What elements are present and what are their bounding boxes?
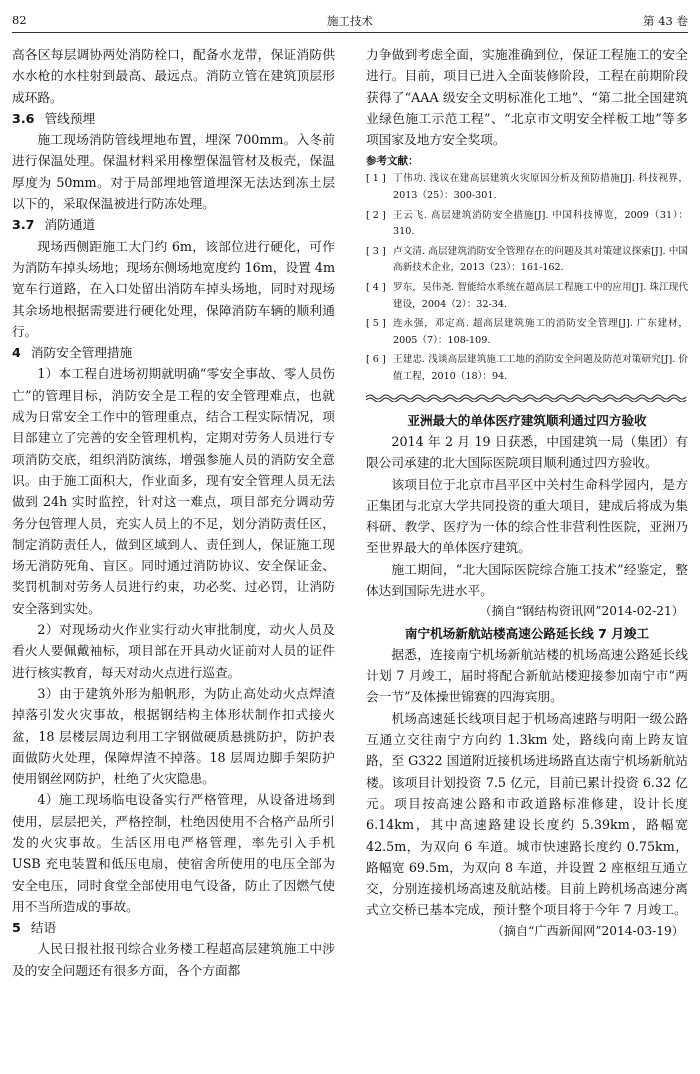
reference-item: [ 3 ] 卢文清. 高层建筑消防安全管理存在的问题及其对策建议探索[J]. 中国高新技术企业，2013（23）：161-162. [366,245,688,274]
left-column [12,44,335,981]
page-header [12,8,688,33]
page-number: 82 [12,13,27,27]
section-3-6-paragraph: 施工现场消防管线埋地布置，埋深 700mm。入冬前进行保温处理。保温材料采用橡塑保温管材及板壳，保温厚度为 50mm。对于局部埋地管道埋深无法达到冻土层以下的，采取保温被进行防冻处理。 [12,132,335,212]
news-2-title: 南宁机场新航站楼高速公路延长线 7 月竣工 [404,625,650,641]
continued-paragraph: 力争做到考虑全面，实施准确到位，保证工程施工的安全进行。目前，项目已进入全面装修阶段，工程在前期阶段获得了“AAA 级安全文明标准化工地”、“第二批全国建筑业绿色施工示范工程”、“北京市文明安全样板工地”等多项国家及地方安全奖项。 [366,47,688,148]
section-3-7-paragraph: 现场西侧距施工大门约 6m，该部位进行硬化，可作为消防车掉头场地；现场东侧场地宽度约 16m，设置 4m 宽车行道路，在入口处留出消防车掉头场地，同时对现场其余场地根据需要进行硬化处理，保障消防车辆的顺利通行。 [12,238,335,339]
volume-label: 第 43 卷 [643,14,688,28]
section-3-7-heading: 3.7 消防通道 [12,217,96,233]
journal-title: 施工技术 [327,14,373,28]
reference-item: [ 1 ] 丁伟功. 浅议在建高层建筑火灾原因分析及预防措施[J]. 科技视界，2013（25）：300-301. [366,173,688,202]
news-1-title: 亚洲最大的单体医疗建筑顺利通过四方验收 [407,412,647,428]
section-4-item-1: 1）本工程自进场初期就明确“零安全事故、零人员伤亡”的管理目标，消防安全是工程的安全管理难点，也就成为日常安全工作中的管理重点，结合工程实际情况，项目部建立了完善的安全管理机构，定期对劳务人员进行专项消防交底，组织消防演练，增强参施人员的消防安全意识。由于施工面积大，作业面多，现有安全管理人员无法做到 24h 实时监控，针对这一难点，项目部充分调动劳务分包管理人员，充实人员上的不足，划分消防责任区，制定消防责任人，做到区域到人、责任到人，保证施工现场无消防死角、盲区。同时通过消防协议、安全保证金、奖罚机制对劳务人员进行约束，功必奖、过必罚，让消防安全落到实处。 [12,366,335,616]
news-2-paragraph: 据悉，连接南宁机场新航站楼的机场高速公路延长线计划 7 月竣工，届时将配合新航站楼迎接参加南宁市“两会一节”及体操世锦赛的四海宾朋。 [366,646,688,705]
section-4-item-2: 2）对现场动火作业实行动火审批制度，动火人员及看火人要佩戴袖标，项目部在开具动火证前对人员的证件进行核实教育，每天对动火点进行巡查。 [12,622,335,680]
right-column [366,44,688,942]
news-1-paragraph: 2014 年 2 月 19 日获悉，中国建筑一局（集团）有限公司承建的北大国际医院项目顺利通过四方验收。 [366,433,688,471]
references-heading: 参考文献： [366,155,419,168]
reference-item: [ 5 ] 连永强，邓定高. 超高层建筑施工的消防安全管理[J]. 广东建材，2005（7）：108-109. [366,318,688,346]
reference-item: [ 2 ] 王云飞. 高层建筑消防安全措施[J]. 中国科技博览，2009（31）：310. [366,209,688,238]
news-1-source: （摘自“钢结构资讯网”2014-02-21） [479,604,684,619]
section-3-6-heading: 3.6 管线预埋 [12,110,96,126]
reference-item: [ 4 ] 罗东，吴伟尧. 智能给水系统在超高层工程施工中的应用[J]. 珠江现代建设，2004（2）：32-34. [366,282,688,310]
section-4-heading: 4 消防安全管理措施 [12,345,133,361]
reference-list [366,171,688,385]
news-2-source: （摘自“广西新闻网”2014-03-19） [491,923,684,938]
section-5-heading: 5 结语 [12,920,57,936]
section-4-item-4: 4）施工现场临电设备实行严格管理，从设备进场到使用，层层把关，严格控制，杜绝因使用不合格产品所引发的火灾事故。生活区用电严格管理，率先引入手机 USB 充电装置和低压电扇，使宿舍所使用的电压全部为安全电压，同时食堂全部使用电气设备，防止了因燃气使用不当所造成的事故。 [12,792,335,914]
section-4-item-3: 3）由于建筑外形为船帆形，为防止高处动火点焊渣掉落引发火灾事故，根据钢结构主体形状制作扣式接火盆，18 层楼层周边利用工字钢做硬质悬挑防护，防护表面做防火处理，保障焊渣不掉落。18 层周边脚手架防护使用钢丝网防护，杜绝了火灾隐患。 [12,685,335,787]
news-1-paragraph: 施工期间，“北大国际医院综合施工技术”经鉴定，整体达到国际先进水平。 [366,561,688,598]
news-2-paragraph: 机场高速延长线项目起于机场高速路与明阳一级公路互通立交往南宁方向约 1.3km 处，路线向南上跨友谊路，至 G322 国道附近接机场进场路直达南宁机场新航站楼。该项目计划投资 7.5 亿元，目前已累计投资 6.32 亿元。项目按高速公路和市政道路标准修建，设计长度 6.14km，其中高速路建设长度约 5.39km，路幅宽 42.5m，为双向 6 车道。城市快速路长度约 0.75km，路幅宽 69.5m，为双向 8 车道，并设置 2 座枢纽互通立交，分别连接机场高速及航站楼。目前上跨机场高速分离式立交桥已基本完成，预计整个项目将于今年 7 月竣工。 [366,710,688,918]
section-5-paragraph: 人民日报社报刊综合业务楼工程超高层建筑施工中涉及的安全问题还有很多方面，各个方面都 [12,941,335,978]
wavy-divider [366,392,688,402]
news-1-paragraph: 该项目位于北京市昌平区中关村生命科学园内，是方正集团与北京大学共同投资的重大项目，建成后将成为集科研、教学、医疗为一体的综合性非营利性医院，亚洲乃至世界最大的单体医疗建筑。 [366,476,688,556]
intro-paragraph: 高各区每层调协两处消防栓口，配备水龙带，保证消防供水水枪的水柱射到最高、最远点。消防立管在建筑顶层形成环路。 [12,47,335,105]
reference-item: [ 6 ] 王建忠. 浅谈高层建筑施工工地的消防安全问题及防范对策研究[J]. 价值工程，2010（18）：94. [366,354,688,383]
